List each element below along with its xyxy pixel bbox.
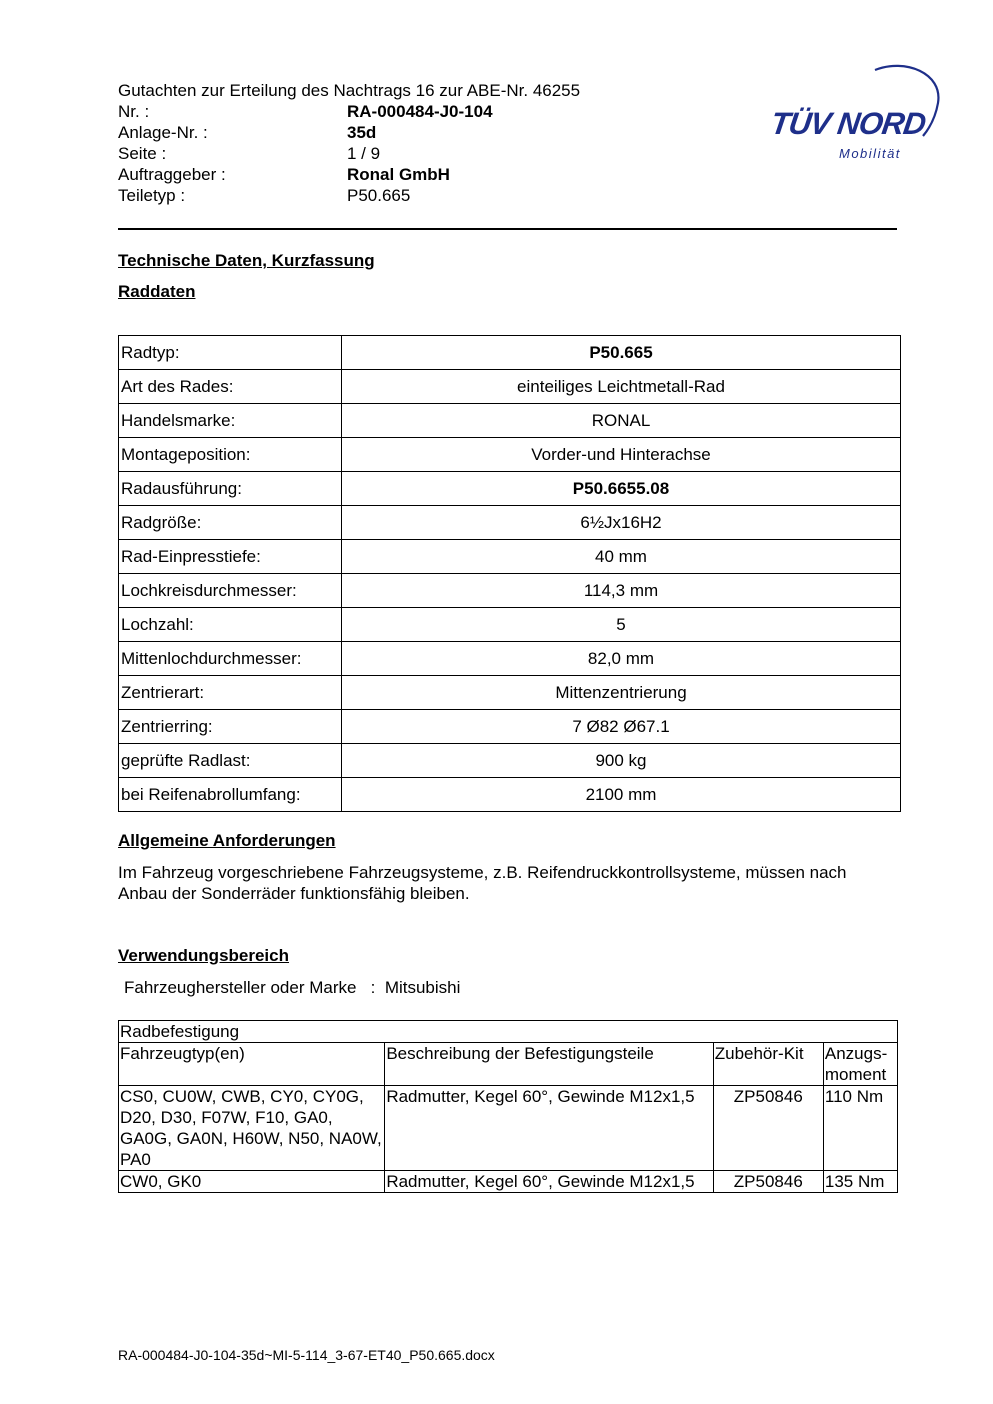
wheel-property-value: 2100 mm — [342, 778, 901, 812]
header-key: Nr. : — [118, 102, 150, 121]
wheel-property-label: Rad-Einpresstiefe: — [119, 540, 342, 574]
wheel-property-label: Lochkreisdurchmesser: — [119, 574, 342, 608]
wheel-property-value: 6½Jx16H2 — [342, 506, 901, 540]
table-row — [119, 438, 901, 472]
maker-separator: : — [370, 978, 376, 997]
table-row — [119, 642, 901, 676]
wheel-property-label: Zentrierart: — [119, 676, 342, 710]
description-cell: Radmutter, Kegel 60°, Gewinde M12x1,5 — [385, 1171, 713, 1193]
header-row-anlage — [118, 122, 580, 143]
vehicle-maker-line — [124, 978, 460, 998]
wheel-property-value: 900 kg — [342, 744, 901, 778]
wheel-property-value: RONAL — [342, 404, 901, 438]
footer-filename: RA-000484-J0-104-35d~MI-5-114_3-67-ET40_P50.665.docx — [118, 1347, 495, 1363]
wheel-property-value: Vorder-und Hinterachse — [342, 438, 901, 472]
section-heading-tech: Technische Daten, Kurzfassung — [118, 251, 375, 270]
wheel-property-label: Art des Rades: — [119, 370, 342, 404]
wheel-property-label: Montageposition: — [119, 438, 342, 472]
wheel-property-value: 7 Ø82 Ø67.1 — [342, 710, 901, 744]
table-row — [119, 778, 901, 812]
table-row — [119, 1086, 898, 1171]
wheel-property-value: 5 — [342, 608, 901, 642]
wheel-property-value: 40 mm — [342, 540, 901, 574]
column-header: Zubehör-Kit — [713, 1043, 823, 1086]
table-row — [119, 676, 901, 710]
description-cell: Radmutter, Kegel 60°, Gewinde M12x1,5 — [385, 1086, 713, 1171]
maker-label: Fahrzeughersteller oder Marke — [124, 978, 357, 997]
table-row — [119, 744, 901, 778]
logo-subtitle: Mobilität — [839, 146, 901, 161]
header-row-teiletyp — [118, 185, 580, 206]
vehicle-types-cell: CS0, CU0W, CWB, CY0, CY0G, D20, D30, F07W, F10, GA0, GA0G, GA0N, H60W, N50, NA0W, PA0 — [119, 1086, 385, 1171]
maker-value: Mitsubishi — [384, 978, 461, 997]
table-row — [119, 710, 901, 744]
column-header: Beschreibung der Befestigungsteile — [385, 1043, 713, 1086]
table-row — [119, 1171, 898, 1193]
header-value: 1 / 9 — [347, 144, 381, 163]
fastening-title-row — [119, 1021, 898, 1043]
table-row — [119, 472, 901, 506]
header-key: Teiletyp : — [118, 186, 186, 205]
kit-cell: ZP50846 — [713, 1086, 823, 1171]
fastening-title: Radbefestigung — [119, 1021, 898, 1043]
header-value: P50.665 — [347, 186, 411, 205]
wheel-data-table — [118, 335, 901, 812]
vehicle-types-cell: CW0, GK0 — [119, 1171, 385, 1193]
header-key: Anlage-Nr. : — [118, 123, 208, 142]
header-value: RA-000484-J0-104 — [347, 102, 493, 121]
wheel-property-label: bei Reifenabrollumfang: — [119, 778, 342, 812]
wheel-property-label: Radtyp: — [119, 336, 342, 370]
wheel-property-value: einteiliges Leichtmetall-Rad — [342, 370, 901, 404]
wheel-property-label: geprüfte Radlast: — [119, 744, 342, 778]
wheel-property-value: P50.6655.08 — [342, 472, 901, 506]
wheel-property-label: Lochzahl: — [119, 608, 342, 642]
column-header: Fahrzeugtyp(en) — [119, 1043, 385, 1086]
wheel-property-label: Zentrierring: — [119, 710, 342, 744]
header-row-nr — [118, 101, 580, 122]
table-row — [119, 336, 901, 370]
table-row — [119, 574, 901, 608]
torque-cell: 110 Nm — [823, 1086, 897, 1171]
section-heading-allgemein: Allgemeine Anforderungen — [118, 831, 336, 850]
header-key: Seite : — [118, 144, 167, 163]
table-row — [119, 540, 901, 574]
document-title: Gutachten zur Erteilung des Nachtrags 16 zur ABE-Nr. 46255 — [118, 81, 581, 100]
wheel-property-value: 82,0 mm — [342, 642, 901, 676]
fastening-header-row — [119, 1043, 898, 1086]
wheel-property-label: Radausführung: — [119, 472, 342, 506]
table-row — [119, 404, 901, 438]
column-header: Anzugs-moment — [823, 1043, 897, 1086]
header-row-seite — [118, 143, 580, 164]
torque-cell: 135 Nm — [823, 1171, 897, 1193]
requirements-paragraph: Im Fahrzeug vorgeschriebene Fahrzeugsysteme, z.B. Reifendruckkontrollsysteme, müssen nach Anbau der Sonderräder funktionsfähig bleiben. — [118, 863, 847, 903]
header-divider — [118, 228, 897, 230]
table-row — [119, 608, 901, 642]
tuv-nord-logo — [765, 58, 945, 168]
document-header — [118, 80, 580, 206]
fastening-table — [118, 1020, 898, 1193]
header-row-auftraggeber — [118, 164, 580, 185]
wheel-property-label: Radgröße: — [119, 506, 342, 540]
header-value: 35d — [347, 123, 377, 142]
wheel-property-label: Mittenlochdurchmesser: — [119, 642, 342, 676]
section-heading-raddaten: Raddaten — [118, 282, 196, 301]
logo-wordmark: TÜV NORD — [768, 106, 928, 141]
wheel-property-label: Handelsmarke: — [119, 404, 342, 438]
wheel-property-value: P50.665 — [342, 336, 901, 370]
table-row — [119, 506, 901, 540]
header-key: Auftraggeber : — [118, 165, 226, 184]
kit-cell: ZP50846 — [713, 1171, 823, 1193]
wheel-property-value: Mittenzentrierung — [342, 676, 901, 710]
header-value: Ronal GmbH — [347, 165, 450, 184]
section-heading-verwendung: Verwendungsbereich — [118, 946, 289, 965]
wheel-property-value: 114,3 mm — [342, 574, 901, 608]
table-row — [119, 370, 901, 404]
